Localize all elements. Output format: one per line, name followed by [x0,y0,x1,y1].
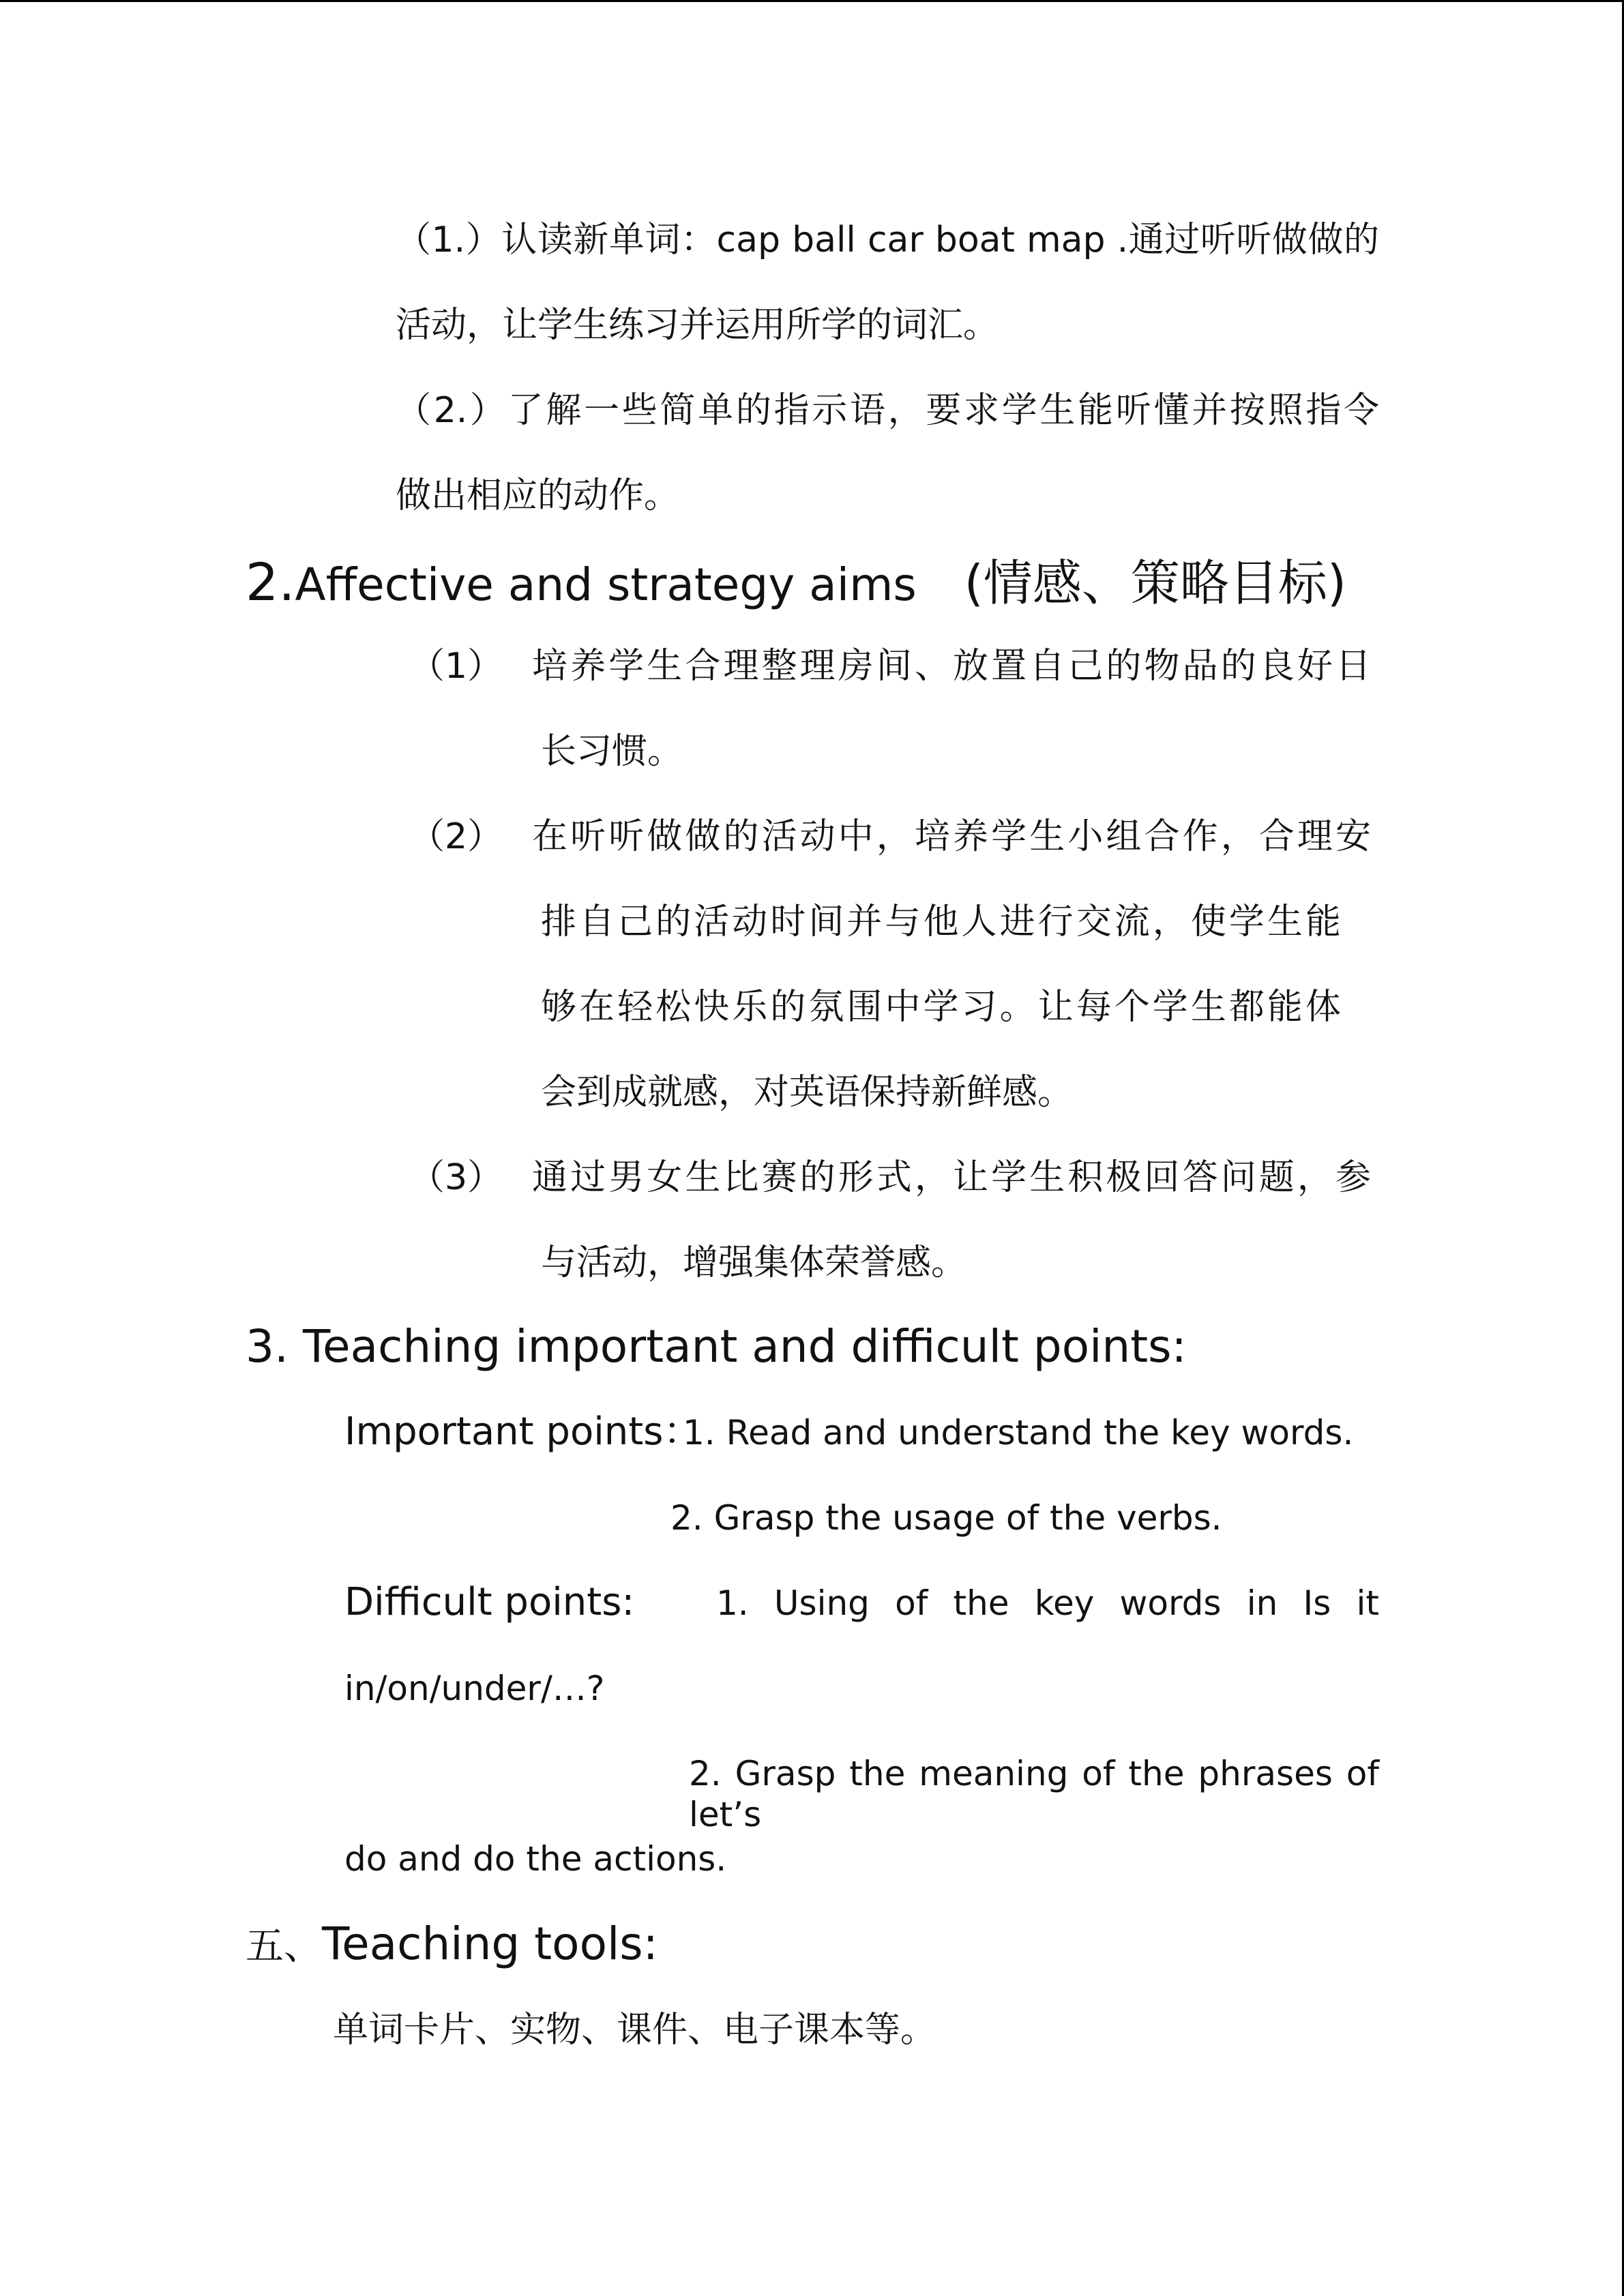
tools-heading-title: Teaching tools: [322,1918,658,1970]
affective-heading-title: Affective and strategy aims [295,558,917,611]
important-points-label: Important points： [344,1410,702,1454]
difficult-point-2-line-1: 2. Grasp the meaning of the phrases of let’s [689,1754,1379,1834]
tools-content: 单词卡片、实物、课件、电子课本等。 [333,2010,936,2051]
affective-heading-number: 2. [246,552,295,612]
knowledge-item-2-line-1: （2.）了解一些简单的指示语，要求学生能听懂并按照指令 [396,390,1379,431]
knowledge-item-2-line-2: 做出相应的动作。 [396,475,680,516]
important-point-2: 2. Grasp the usage of the verbs. [670,1498,1222,1538]
knowledge-item-1-line-2: 活动，让学生练习并运用所学的词汇。 [396,305,999,346]
affective-item-3-line-2: 与活动，增强集体荣誉感。 [541,1242,967,1283]
affective-item-2-line-2: 排自己的活动时间并与他人进行交流，使学生能 [541,901,1341,942]
difficult-point-2-line-2: do and do the actions. [344,1839,727,1879]
affective-item-2-line-3: 够在轻松快乐的氛围中学习。让每个学生都能体 [541,987,1341,1028]
affective-item-1-line-2: 长习惯。 [541,731,683,772]
affective-item-2-line-4: 会到成就感，对英语保持新鲜感。 [541,1072,1074,1113]
affective-item-3-line-1: 通过男女生比赛的形式，让学生积极回答问题，参 [532,1157,1371,1198]
tools-heading-cn: 五、 [246,1924,322,1969]
points-heading: 3. Teaching important and difficult points: [246,1320,1187,1373]
affective-heading [246,551,1346,613]
important-point-1: 1. Read and understand the key words. [683,1413,1354,1452]
knowledge-item-1-line-1: （1.）认读新单词：cap ball car boat map .通过听听做做的 [396,220,1379,260]
affective-item-2-line-1: 在听听做做的活动中，培养学生小组合作，合理安 [532,816,1371,857]
tools-heading [246,1917,658,1971]
affective-item-1-line-1: 培养学生合理整理房间、放置自己的物品的良好日 [532,646,1371,687]
affective-heading-cn: (情感、策略目标) [964,554,1346,612]
difficult-point-1-line-2: in/on/under/…? [344,1669,605,1708]
affective-item-3-mark: （3） [409,1157,503,1198]
affective-item-2-mark: （2） [409,816,503,857]
affective-item-1-mark: （1） [409,646,503,687]
difficult-points-label: Difficult points: [344,1580,635,1624]
difficult-point-1-line-1: 1. Using of the key words in Is it [716,1583,1379,1623]
